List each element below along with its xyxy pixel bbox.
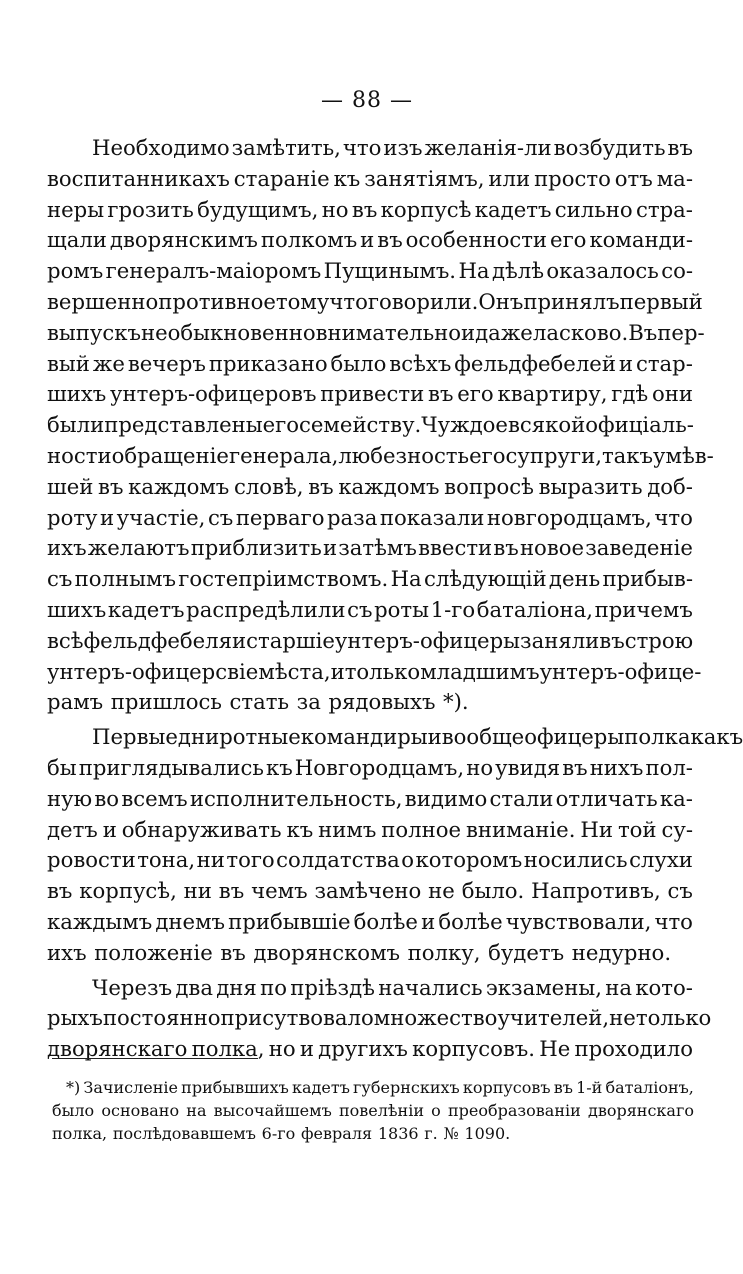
text-line: Первые дни ротные командиры и вообще офицеры полка какъ [92,724,743,750]
text-line: вый же вечеръ приказано было всѣхъ фельдфебелей и стар- [47,350,693,376]
text-line: ности обращеніе генерала, любезность его супруги, такъ умѣв- [47,442,714,468]
text-line: выпускъ необыкновенно внимательно и даже ласково. Въ пер- [47,319,705,345]
footnote-divider [52,1058,258,1059]
text-line: каждымъ днемъ прибывшіе болѣе и болѣе чувствовали, что [47,908,693,934]
page-number: — 88 — [321,88,413,113]
text-line: въ корпусѣ, ни въ чемъ замѣчено не было. Напротивъ, съ [47,878,693,904]
text-line: рамъ пришлось стать за рядовыхъ *). [47,689,469,715]
text-line: шихъ унтеръ-офицеровъ привести въ его квартиру, гдѣ они [47,381,693,407]
paragraph [47,133,714,718]
footnote [52,1076,694,1145]
text-line: шихъ кадетъ распредѣлили съ роты 1-го баталіона, причемъ [47,596,693,622]
text-line: бы приглядывались къ Новгородцамъ, но увидя въ нихъ пол- [47,754,693,780]
text-line: ромъ генералъ-маіоромъ Пущинымъ. На дѣлѣ оказалось со- [47,258,693,284]
footnote-line: было основано на высочайшемъ повелѣніи о преобразованіи дворянскаго [52,1101,694,1120]
text-line: были представлены его семейству. Чуждое всякой офиціаль- [47,412,694,438]
text-line: всѣ фельдфебеля и старшіе унтеръ-офицеры заняли въ строю [47,627,694,653]
text-line: ную во всемъ исполнительность, видимо стали отличать ка- [47,785,693,811]
footnote-line: полка, послѣдовавшемъ 6-го февраля 1836 г. № 1090. [52,1124,511,1143]
body-text [47,133,743,1065]
text-line: рыхъ постоянно присутвовало множество учителей, не только [47,1005,712,1031]
text-line: Необходимо замѣтить, что изъ желанія-ли возбудить въ [92,135,693,160]
text-line: щали дворянскимъ полкомъ и въ особенности его команди- [47,227,693,253]
footnote-line: *) Зачисленіе прибывшихъ кадетъ губернскихъ корпусовъ въ 1-й баталіонъ, [66,1078,694,1097]
text-line: воспитанникахъ стараніе къ занятіямъ, или просто отъ ма- [47,165,693,191]
text-line: неры грозить будущимъ, но въ корпусѣ кадетъ сильно стра- [47,196,693,222]
text-line: роту и участіе, съ перваго раза показали новгородцамъ, что [47,504,693,530]
text-line: шей въ каждомъ словѣ, въ каждомъ вопросѣ выразить доб- [47,473,693,499]
text-line: дворянскаго полка, но и другихъ корпусовъ. Не проходило [47,1036,693,1062]
text-line: вершенно противное тому что говорили. Онъ принялъ первый [47,288,703,314]
paragraph [47,973,712,1065]
text-line: ихъ положеніе въ дворянскомъ полку, будетъ недурно. [47,939,672,965]
text-line: ровости тона, ни того солдатства о которомъ носились слухи [47,847,693,873]
text-line: съ полнымъ гостепріимствомъ. На слѣдующій день прибыв- [47,566,693,592]
text-line: детъ и обнаруживать къ нимъ полное вниманіе. Ни той су- [47,816,693,842]
text-line: унтеръ-офицерсвіе мѣста, и только младшимъ унтеръ-офице- [47,658,702,684]
text-line: ихъ желаютъ приблизить и затѣмъ ввести въ новое заведеніе [47,535,693,561]
text-line: Черезъ два дня по пріѣздѣ начались экзамены, на кото- [92,974,693,1000]
paragraph [47,722,743,968]
